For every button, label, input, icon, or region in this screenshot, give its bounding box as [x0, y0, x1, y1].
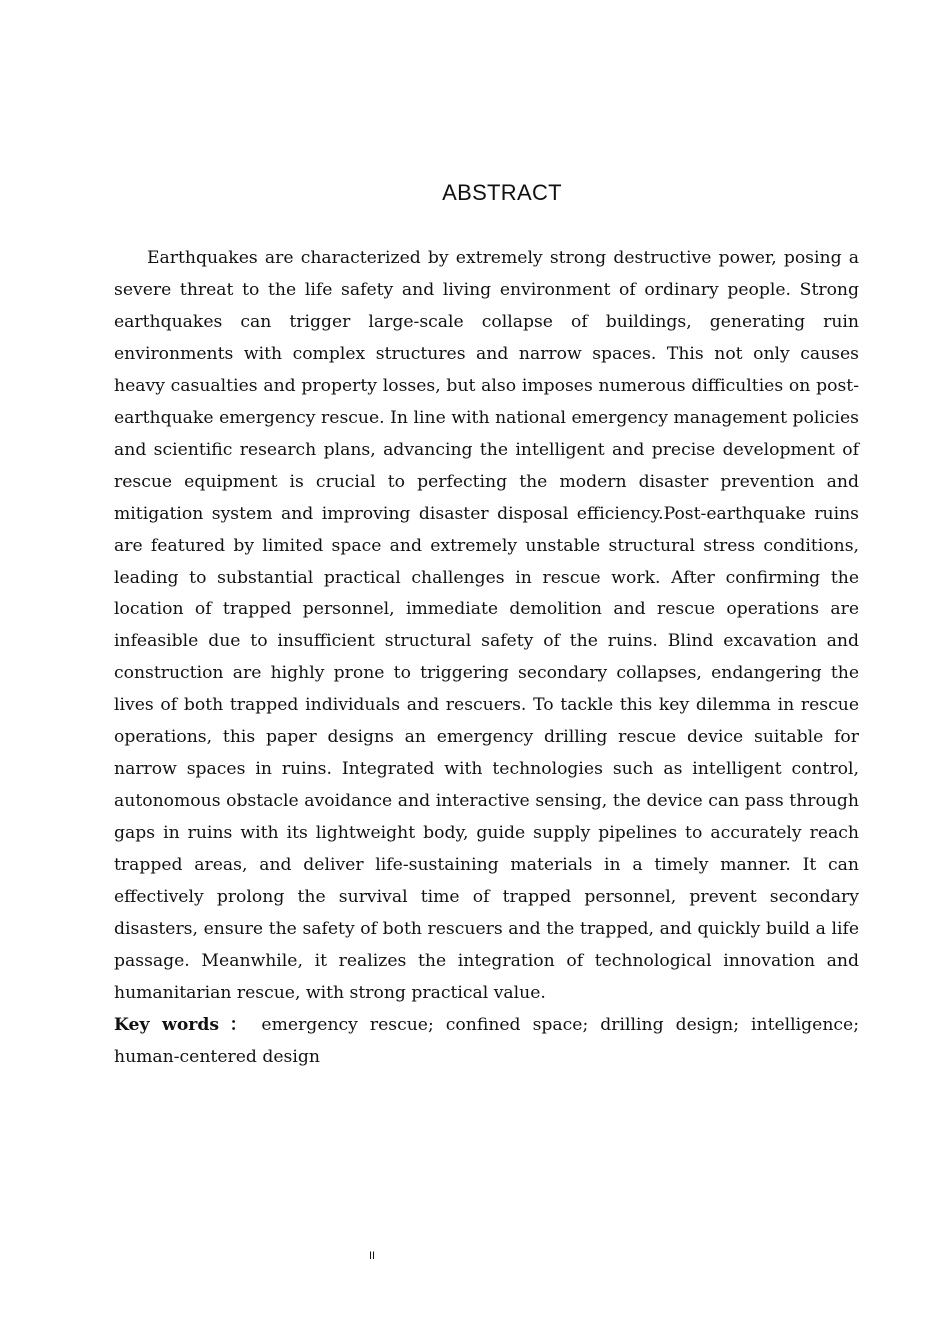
keywords-list: emergency rescue; confined space; drilling design; intelligence; human-centered design — [114, 1014, 859, 1067]
keywords-paragraph — [114, 1010, 859, 1074]
abstract-content — [114, 243, 859, 1074]
abstract-body-paragraph: Earthquakes are characterized by extremely strong destructive power, posing a severe threat to the life safety and living environment of ordinary people. Strong earthquakes can trigger large-scale collapse of buildings, generating ruin environments with complex structures and narrow spaces. This not only causes heavy casualties and property losses, but also imposes numerous difficulties on post-earthquake emergency rescue. In line with national emergency management policies and scientific research plans, advancing the intelligent and precise development of rescue equipment is crucial to perfecting the modern disaster prevention and mitigation system and improving disaster disposal efficiency.Post-earthquake ruins are featured by limited space and extremely unstable structural stress conditions, leading to substantial practical challenges in rescue work. After confirming the location of trapped personnel, immediate demolition and rescue operations are infeasible due to insufficient structural safety of the ruins. Blind excavation and construction are highly prone to triggering secondary collapses, endangering the lives of both trapped individuals and rescuers. To tackle this key dilemma in rescue operations, this paper designs an emergency drilling rescue device suitable for narrow spaces in ruins. Integrated with technologies such as intelligent control, autonomous obstacle avoidance and interactive sensing, the device can pass through gaps in ruins with its lightweight body, guide supply pipelines to accurately reach trapped areas, and deliver life-sustaining materials in a timely manner. It can effectively prolong the survival time of trapped personnel, prevent secondary disasters, ensure the safety of both rescuers and the trapped, and quickly build a life passage. Meanwhile, it realizes the integration of technological innovation and humanitarian rescue, with strong practical value. — [114, 248, 859, 1003]
page-number: II — [369, 1250, 376, 1262]
keywords-label: Key words — [114, 1014, 220, 1035]
abstract-heading: ABSTRACT — [442, 180, 562, 205]
keywords-separator: ： — [223, 1014, 254, 1035]
